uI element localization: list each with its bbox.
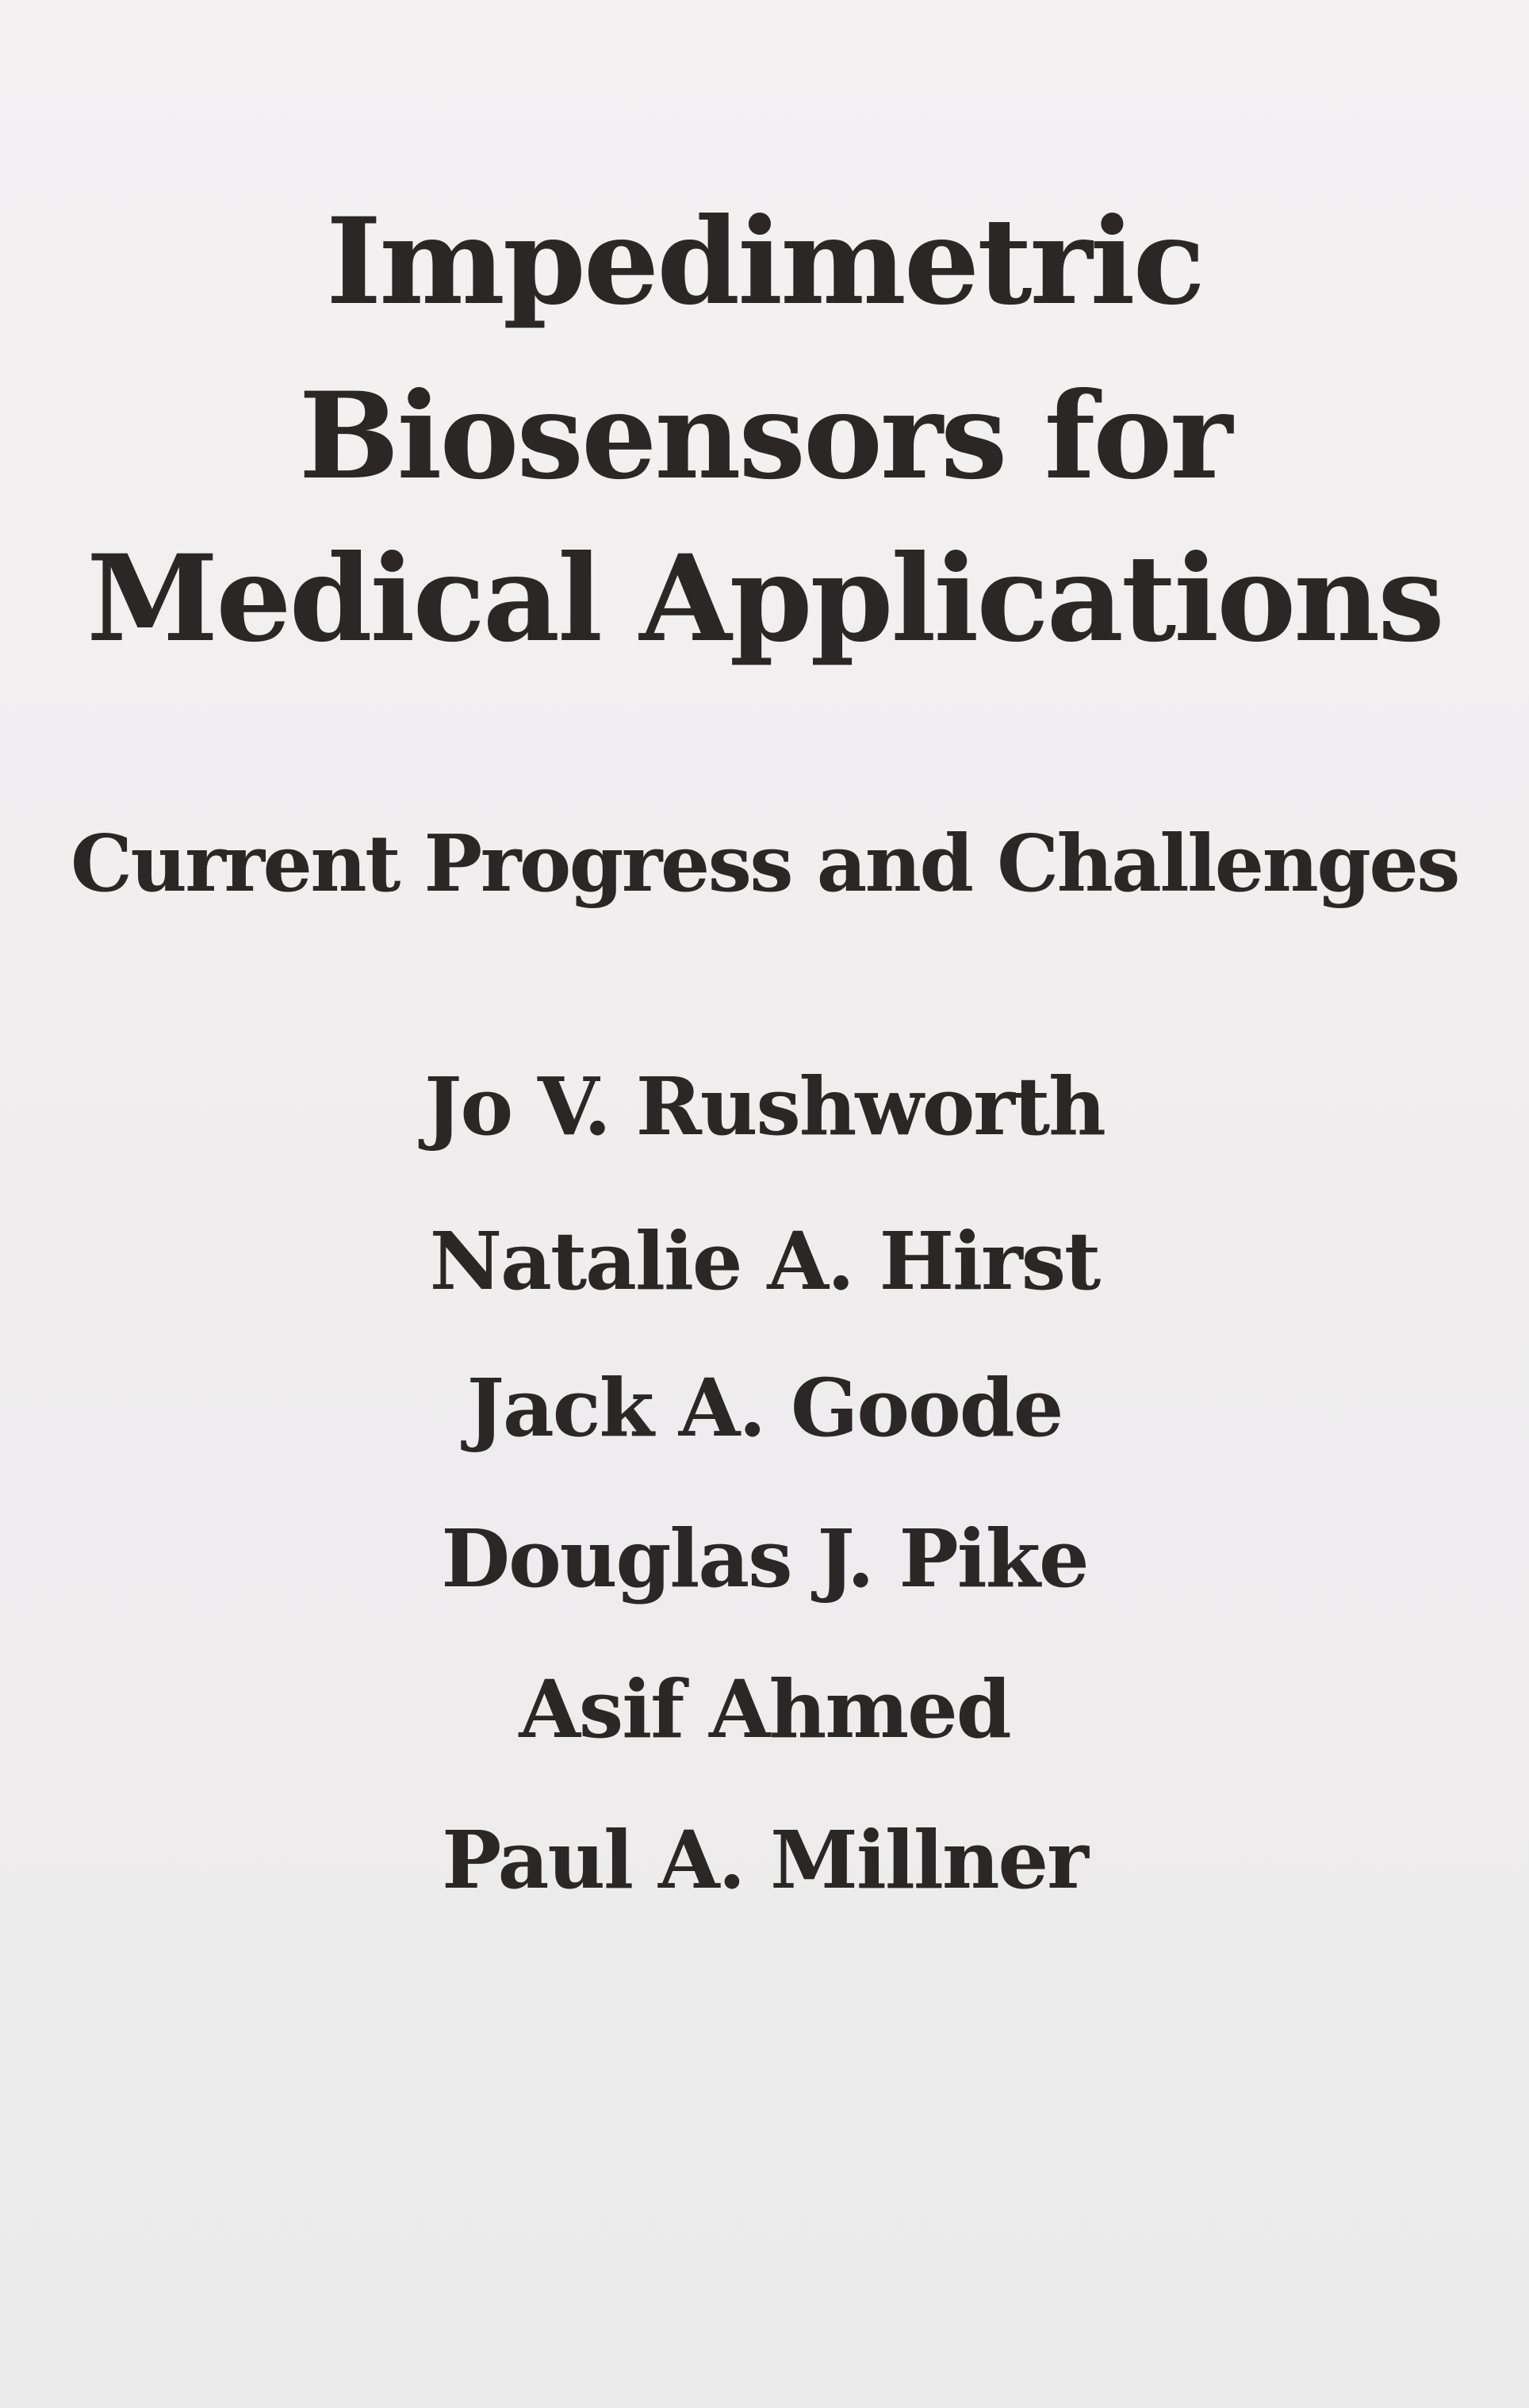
- title-line-3: Medical Applications: [86, 529, 1443, 669]
- author-6: Paul A. Millner: [442, 1813, 1087, 1907]
- title-line-1: Impedimetric: [326, 192, 1203, 332]
- author-4: Douglas J. Pike: [441, 1512, 1088, 1605]
- author-2: Natalie A. Hirst: [429, 1214, 1100, 1308]
- author-5: Asif Ahmed: [519, 1662, 1010, 1756]
- title-line-2: Biosensors for: [298, 366, 1231, 506]
- author-3: Jack A. Goode: [466, 1361, 1063, 1455]
- author-1: Jo V. Rushworth: [424, 1060, 1105, 1153]
- subtitle: Current Progress and Challenges: [71, 819, 1458, 910]
